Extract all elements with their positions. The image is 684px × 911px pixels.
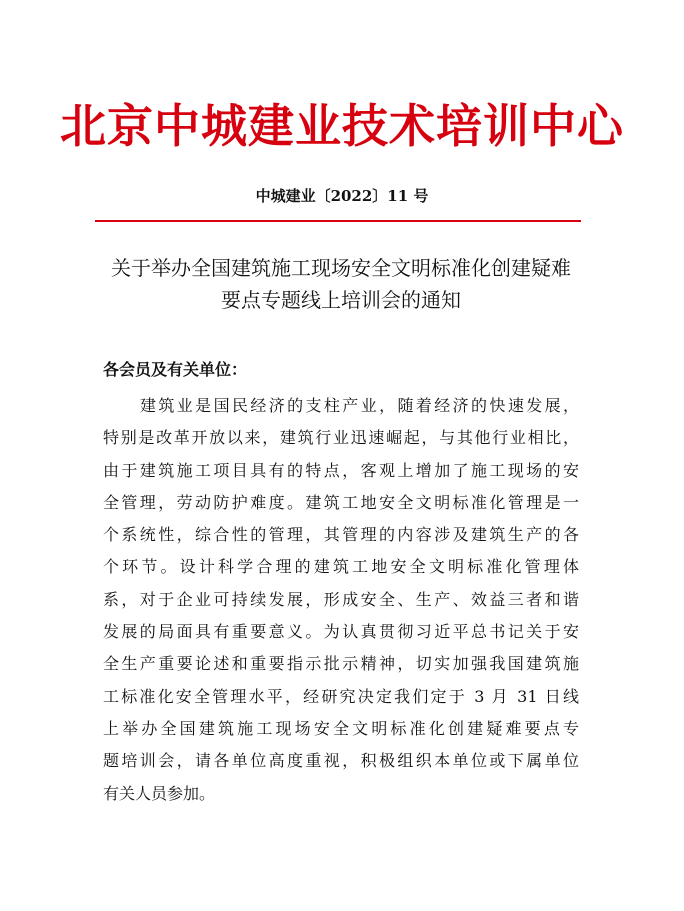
red-divider-rule: [95, 220, 581, 222]
body-line: 由于建筑施工项目具有的特点，客观上增加了施工现场的安: [103, 460, 579, 480]
title-line: 要点专题线上培训会的通知: [221, 288, 461, 312]
salutation: 各会员及有关单位：: [103, 360, 248, 379]
body-line: 上举办全国建筑施工现场安全文明标准化创建疑难要点专: [103, 718, 579, 738]
document-number: 中城建业〔2022〕11 号: [255, 187, 429, 205]
document-title: [95, 252, 587, 316]
body-line: 有关人员参加。: [103, 783, 216, 803]
body-line: 全管理，劳动防护难度。建筑工地安全文明标准化管理是一: [103, 492, 579, 512]
body-line: 特别是改革开放以来，建筑行业迅速崛起，与其他行业相比，: [103, 428, 579, 448]
organization-name: 北京中城建业技术培训中心: [60, 99, 624, 153]
body-paragraph: [103, 390, 579, 810]
body-line: 题培训会，请各单位高度重视，积极组织本单位或下属单位: [103, 751, 579, 771]
body-line: 工标准化安全管理水平，经研究决定我们定于 3 月 31 日线: [103, 686, 579, 706]
body-line: 个系统性，综合性的管理，其管理的内容涉及建筑生产的各: [103, 525, 579, 545]
body-line: 建筑业是国民经济的支柱产业，随着经济的快速发展，: [140, 396, 579, 415]
body-line: 发展的局面具有重要意义。为认真贯彻习近平总书记关于安: [103, 622, 579, 642]
body-line: 全生产重要论述和重要指示批示精神，切实加强我国建筑施: [103, 654, 579, 674]
body-line: 个环节。设计科学合理的建筑工地安全文明标准化管理体: [103, 557, 579, 577]
title-line: 关于举办全国建筑施工现场安全文明标准化创建疑难: [111, 256, 571, 280]
body-line: 系，对于企业可持续发展，形成安全、生产、效益三者和谐: [103, 589, 579, 609]
